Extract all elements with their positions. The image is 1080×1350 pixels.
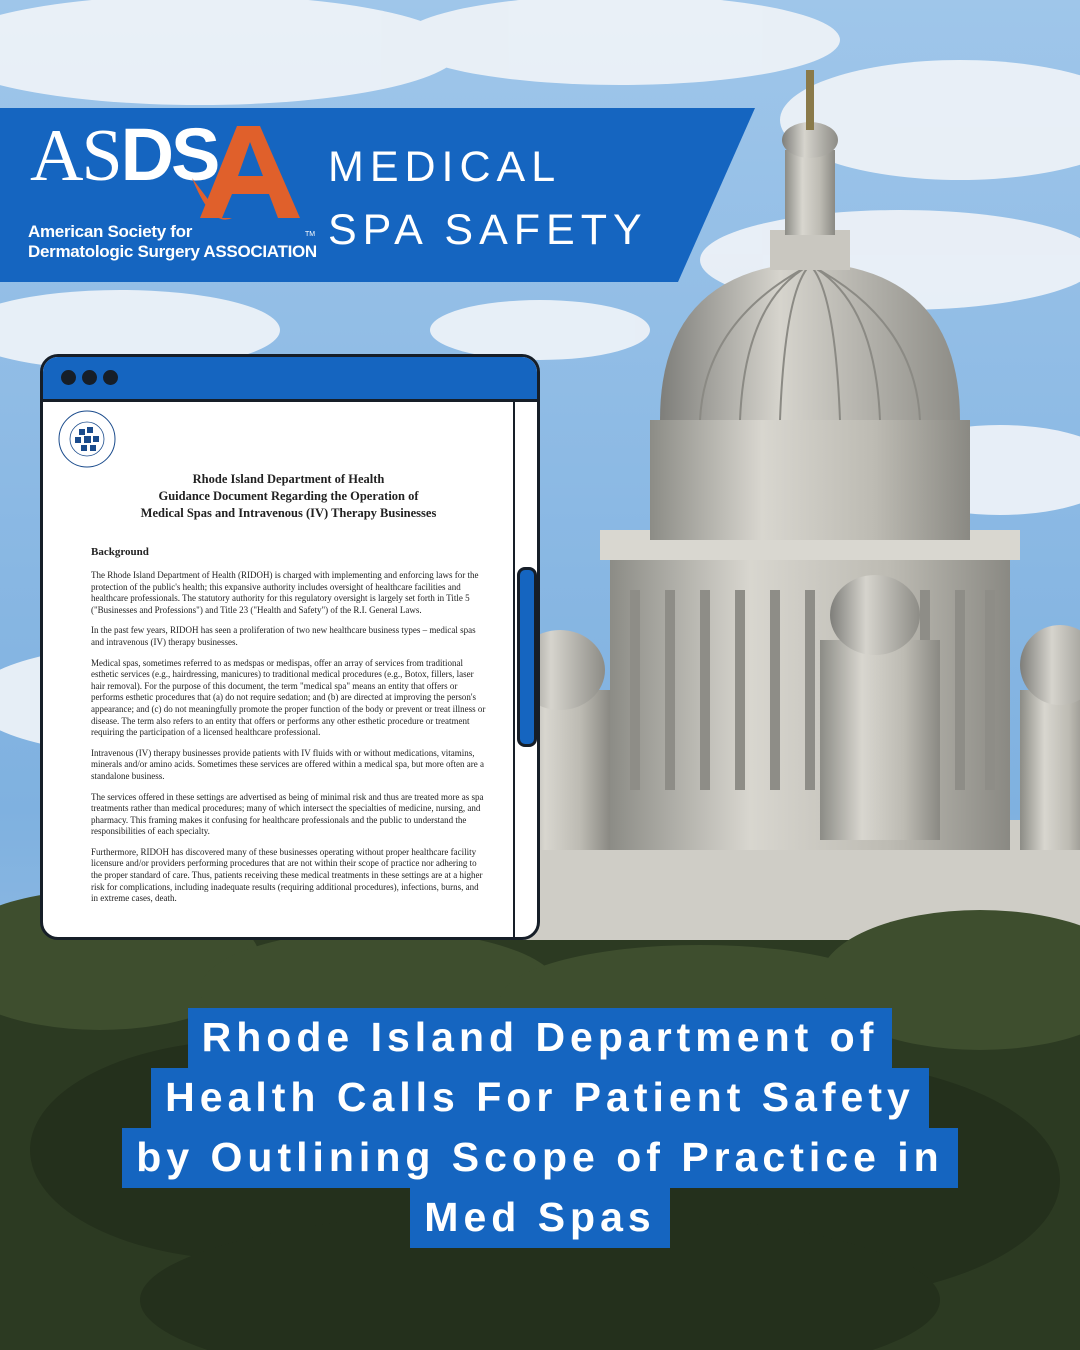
logo-text-ds: DS <box>120 113 218 196</box>
window-dot-icon <box>61 370 76 385</box>
document-title <box>91 471 486 522</box>
document-paragraph: Furthermore, RIDOH has discovered many of these businesses operating without proper healthcare facility licensure and/or providers performing procedures that are not within their scope of practice nor adhering to the proper standard of care. Thus, patients receiving these medical treatments in these settings are at a higher risk for complications, including inadequate results (requiring additional procedures), infections, burns, and in extreme cases, death. <box>91 846 483 904</box>
headline-line-1: Rhode Island Department of <box>188 1008 893 1068</box>
document-title-line-2: Guidance Document Regarding the Operation of <box>158 489 419 503</box>
medical-spa-safety-title <box>328 136 648 262</box>
scrollbar-thumb[interactable] <box>517 567 537 747</box>
title-line-1: MEDICAL <box>328 143 562 191</box>
scrollbar-track[interactable] <box>513 402 515 937</box>
headline <box>40 1008 1040 1248</box>
document-window <box>40 354 540 940</box>
org-line-1: American Society for <box>28 222 193 241</box>
logo-orange-a-icon <box>192 118 307 233</box>
logo-text-as: AS <box>30 115 121 197</box>
organization-name <box>28 222 317 262</box>
asdsa-logo <box>30 113 218 197</box>
document-paragraph: The services offered in these settings are advertised as being of minimal risk and thus are treated more as spa treatments rather than medical procedures; many of which intersect the specialties of medicine, nursing, and pharmacy. This framing makes it confusing for healthcare professionals and the public to understand the responsibilities of each specialty. <box>91 791 484 837</box>
document-title-line-3: Medical Spas and Intravenous (IV) Therapy Businesses <box>140 506 437 520</box>
document-heading: Background <box>91 546 149 558</box>
document-paragraph: The Rhode Island Department of Health (RIDOH) is charged with implementing and enforcing laws for the protection of the public's health; this expansive authority includes oversight of healthcare facilities and healthcare professionals. The statutory authority for this regulatory oversight is largely set forth in Title 5 ("Businesses and Professions") and Title 23 ("Health and Safety") of the R.I. General Laws. <box>91 570 479 615</box>
window-dot-icon <box>103 370 118 385</box>
document-paragraph: Intravenous (IV) therapy businesses provide patients with IV fluids with or without medications, vitamins, minerals and/or amino acids. Sometimes these services are offered within a medical spa, but more often are a standalone business. <box>91 747 484 781</box>
document-paragraph: Medical spas, sometimes referred to as medspas or medispas, offer an array of services from traditional esthetic services (e.g., hairdressing, manicures) to traditional medical procedures (e.g., Botox, fillers, laser hair removal). For the purpose of this document, the term "medical spa" means an entity that offers or performs esthetic procedures that (a) do not require sedation; and (b) are directed at improving the person's appearance; and (c) do not meaningfully promote the proper function of the body or prevent or treat illness or disease. The term also refers to an entity that offers or performs any other esthetic procedure or treatment requiring the participation of a licensed healthcare professional. <box>91 657 486 738</box>
title-line-2: SPA SAFETY <box>328 206 648 254</box>
document-title-line-1: Rhode Island Department of Health <box>192 472 385 486</box>
headline-line-2: Health Calls For Patient Safety <box>151 1068 929 1128</box>
org-line-2: Dermatologic Surgery ASSOCIATION <box>28 242 317 261</box>
window-title-bar <box>43 357 537 402</box>
document-paragraph: In the past few years, RIDOH has seen a proliferation of two new healthcare business types – medical spas and intravenous (IV) therapy businesses. <box>91 625 476 647</box>
headline-line-3: by Outlining Scope of Practice in <box>122 1128 957 1188</box>
guidance-document <box>91 415 486 914</box>
headline-line-4: Med Spas <box>410 1188 669 1248</box>
trademark-mark: TM <box>305 231 316 238</box>
window-dot-icon <box>82 370 97 385</box>
